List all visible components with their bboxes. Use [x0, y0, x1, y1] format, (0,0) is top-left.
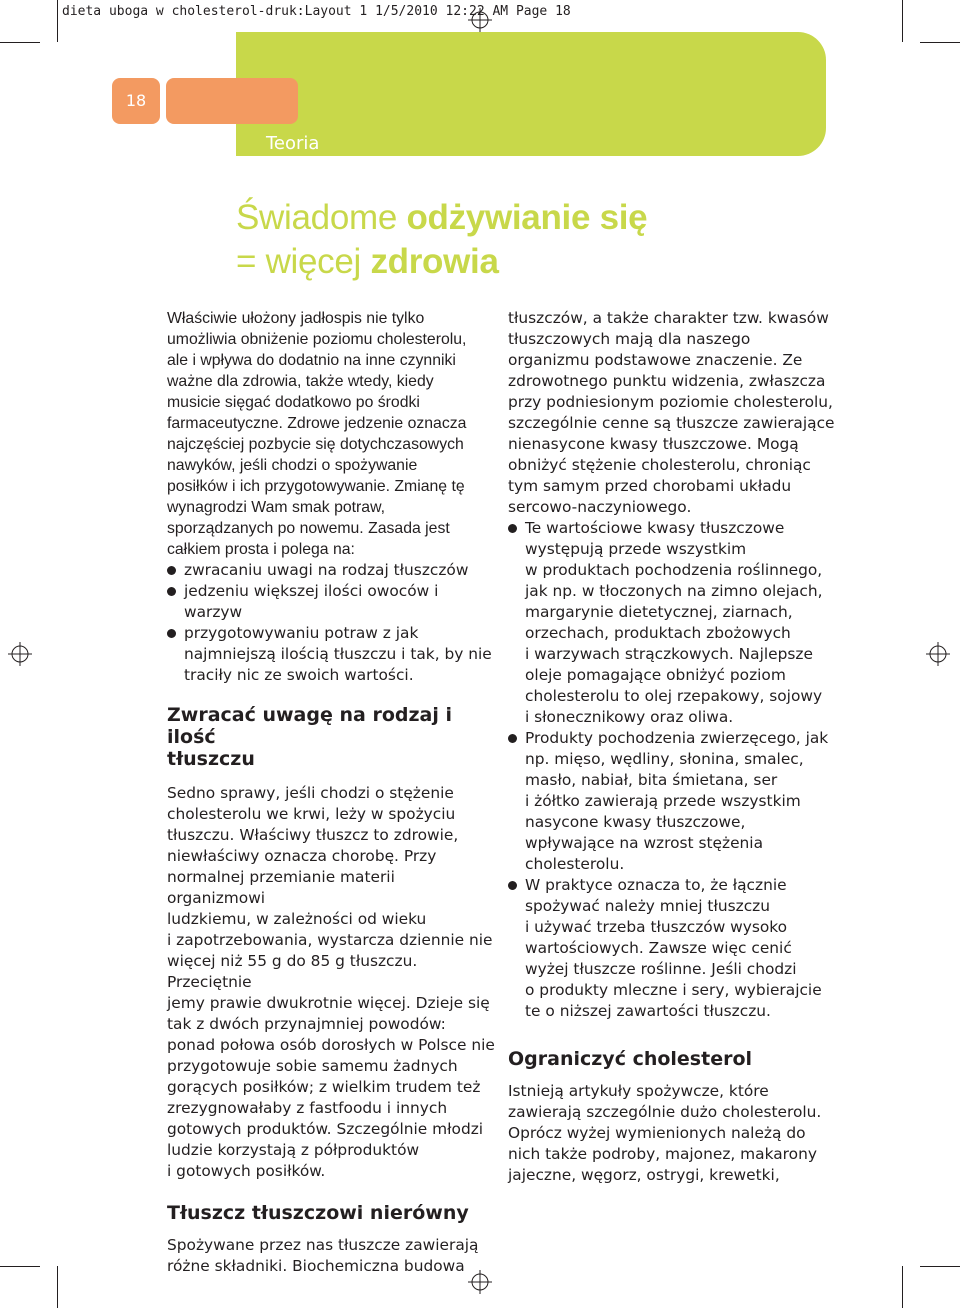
text-line: i słonecznikowy oraz oliwa. — [525, 708, 734, 726]
text-line: wynagrodzi Wam smak potraw, — [167, 499, 386, 516]
text-line: ważne dla zdrowia, także wtedy, kiedy — [167, 373, 434, 390]
text-line: Istnieją artykuły spożywcze, które — [508, 1082, 769, 1100]
text-line: cholesterolu. — [525, 855, 625, 873]
text-line: różne składniki. Biochemiczna budowa — [167, 1257, 465, 1275]
crop-mark — [0, 42, 40, 43]
section-label: Teoria — [266, 133, 320, 154]
text-line: jedzeniu większej ilości owoców i warzyw — [184, 582, 439, 621]
paragraph — [508, 1081, 838, 1186]
text-line: farmaceutyczne. Zdrowe jedzenie oznacza — [167, 415, 467, 432]
text-line: o produkty mleczne i sery, wybierajcie — [525, 981, 822, 999]
text-line: zwracaniu uwagi na rodzaj tłuszczów — [184, 561, 469, 579]
text-line: cholesterolu we krwi, leży w spożyciu — [167, 805, 456, 823]
text-line: zawierają szczególnie dużo cholesterolu. — [508, 1103, 822, 1121]
text-line: nawyków, jeśli chodzi o spożywanie — [167, 457, 418, 474]
text-line: Sedno sprawy, jeśli chodzi o stężenie — [167, 784, 454, 802]
text-line: Spożywane przez nas tłuszcze zawierają — [167, 1236, 479, 1254]
text-line: tak z dwóch przynajmniej powodów: — [167, 1015, 446, 1033]
intro-paragraph — [167, 308, 497, 560]
title-light: = więcej — [236, 242, 371, 281]
text-line: i warzywach strączkowych. Najlepsze — [525, 645, 813, 663]
text-line: normalnej przemianie materii organizmowi — [167, 868, 395, 907]
title-bold: zdrowia — [370, 242, 499, 281]
crop-mark — [920, 42, 960, 43]
text-line: Właściwie ułożony jadłospis nie tylko — [167, 310, 425, 327]
bullet-item — [508, 875, 838, 1022]
crop-mark — [902, 0, 903, 42]
title-light: Świadome — [236, 198, 407, 237]
text-line: niewłaściwy oznacza chorobę. Przy — [167, 847, 437, 865]
text-line: cholesterolu to olej rzepakowy, sojowy — [525, 687, 823, 705]
text-line: jajeczne, węgorz, ostrygi, krewetki, — [508, 1166, 780, 1184]
heading-line: tłuszczu — [167, 748, 255, 770]
crop-mark — [920, 1266, 960, 1267]
section-heading: Tłuszcz tłuszczowi nierówny — [167, 1202, 469, 1224]
text-line: przygotowywaniu potraw z jak — [184, 624, 419, 642]
crop-mark — [57, 0, 58, 42]
title-bold: odżywianie się — [406, 198, 648, 237]
text-line: ludzie korzystają z półproduktów — [167, 1141, 420, 1159]
text-line: zdrowotnego punktu widzenia, zwłaszcza — [508, 372, 826, 390]
text-line: wpływające na wzrost stężenia — [525, 834, 764, 852]
text-line: masło, nabiał, bita śmietana, ser — [525, 771, 778, 789]
text-line: Te wartościowe kwasy tłuszczowe — [525, 519, 785, 537]
text-line: Oprócz wyżej wymienionych należą do — [508, 1124, 806, 1142]
text-line: jemy prawie dwukrotnie więcej. Dzieje się — [167, 994, 490, 1012]
text-line: tłuszczowych mają dla naszego — [508, 330, 751, 348]
paragraph — [508, 308, 838, 518]
crop-mark — [902, 1266, 903, 1308]
text-line: jak np. w tłoczonych na zimno olejach, — [525, 582, 823, 600]
text-line: ludzkiemu, w zależności od wieku — [167, 910, 427, 928]
right-column — [508, 308, 838, 1186]
bullet-item — [508, 728, 838, 875]
page-title — [236, 196, 647, 284]
registration-mark-icon — [926, 642, 950, 666]
text-line: ale i wpływa do dodatnio na inne czynniki — [167, 352, 456, 369]
text-line: najmniejszą ilością tłuszczu i tak, by nie — [184, 645, 492, 663]
text-line: Produkty pochodzenia zwierzęcego, jak — [525, 729, 829, 747]
text-line: margarynie dietetycznej, ziarnach, — [525, 603, 793, 621]
bullet-item — [167, 623, 497, 686]
registration-mark-icon — [468, 8, 492, 32]
text-line: i gotowych posiłków. — [167, 1162, 326, 1180]
section-heading: Ograniczyć cholesterol — [508, 1048, 753, 1070]
paragraph — [167, 783, 497, 1182]
paragraph — [167, 1235, 497, 1277]
text-line: szczególnie cenne są tłuszcze zawierające — [508, 414, 835, 432]
text-line: organizmu podstawowe znaczenie. Ze — [508, 351, 803, 369]
text-line: w produktach pochodzenia roślinnego, — [525, 561, 823, 579]
left-column — [167, 308, 497, 1277]
text-line: te o niższej zawartości tłuszczu. — [525, 1002, 771, 1020]
text-line: nasycone kwasy tłuszczowe, — [525, 813, 746, 831]
text-line: i żółtko zawierają przede wszystkim — [525, 792, 801, 810]
bullet-item — [167, 581, 497, 623]
page-number: 18 — [112, 78, 160, 124]
text-line: całkiem prosta i polega na: — [167, 541, 355, 558]
text-line: orzechach, produktach zbożowych — [525, 624, 791, 642]
header-band — [236, 32, 826, 156]
text-line: wartościowych. Zawsze więc cenić — [525, 939, 792, 957]
registration-mark-icon — [8, 642, 32, 666]
text-line: spożywać należy mniej tłuszczu — [525, 897, 770, 915]
bullet-item — [167, 560, 497, 581]
text-line: i używać trzeba tłuszczów wysoko — [525, 918, 788, 936]
text-line: przygotowuje sobie samemu żadnych — [167, 1057, 458, 1075]
text-line: tłuszczu. Właściwy tłuszcz to zdrowie, — [167, 826, 459, 844]
bullet-item — [508, 518, 838, 728]
text-line: W praktyce oznacza to, że łącznie — [525, 876, 787, 894]
text-line: ponad połowa osób dorosłych w Polsce nie — [167, 1036, 495, 1054]
text-line: więcej niż 55 g do 85 g tłuszczu. Przeciętnie — [167, 952, 418, 991]
text-line: posiłków i ich przygotowywanie. Zmianę tę — [167, 478, 465, 495]
text-line: przy podniesionym poziomie cholesterolu, — [508, 393, 833, 411]
text-line: np. mięso, wędliny, słonina, smalec, — [525, 750, 804, 768]
text-line: nienasycone kwasy tłuszczowe. Mogą — [508, 435, 799, 453]
text-line: i zapotrzebowania, wystarcza dziennie nie — [167, 931, 493, 949]
text-line: musicie sięgać dodatkowo po środki — [167, 394, 420, 411]
heading-line: Zwracać uwagę na rodzaj i ilość — [167, 704, 452, 748]
section-heading — [167, 704, 497, 770]
crop-mark — [0, 1266, 40, 1267]
text-line: wyżej tłuszcze roślinne. Jeśli chodzi — [525, 960, 797, 978]
text-line: oleje pomagające obniżyć poziom — [525, 666, 786, 684]
text-line: sercowo-naczyniowego. — [508, 498, 692, 516]
text-line: występują przede wszystkim — [525, 540, 747, 558]
text-line: gotowych produktów. Szczególnie młodzi — [167, 1120, 484, 1138]
print-slug: dieta uboga w cholesterol-druk:Layout 1 1/5/2010 12:22 AM Page 18 — [62, 4, 571, 19]
text-line: sporządzanych po nowemu. Zasada jest — [167, 520, 450, 537]
text-line: najczęściej pozbycie się dotychczasowych — [167, 436, 464, 453]
text-line: gorących posiłków; z wielkim trudem też — [167, 1078, 481, 1096]
text-line: umożliwia obniżenie poziomu cholesterolu, — [167, 331, 467, 348]
text-line: obniżyć stężenie cholesterolu, chroniąc — [508, 456, 811, 474]
text-line: traciły nic ze swoich wartości. — [184, 666, 414, 684]
section-tab — [166, 78, 298, 124]
crop-mark — [57, 1266, 58, 1308]
text-line: tłuszczów, a także charakter tzw. kwasów — [508, 309, 829, 327]
text-line: nich także podroby, majonez, makarony — [508, 1145, 817, 1163]
text-line: tym samym przed chorobami układu — [508, 477, 792, 495]
text-line: zrezygnowałaby z fastfoodu i innych — [167, 1099, 448, 1117]
